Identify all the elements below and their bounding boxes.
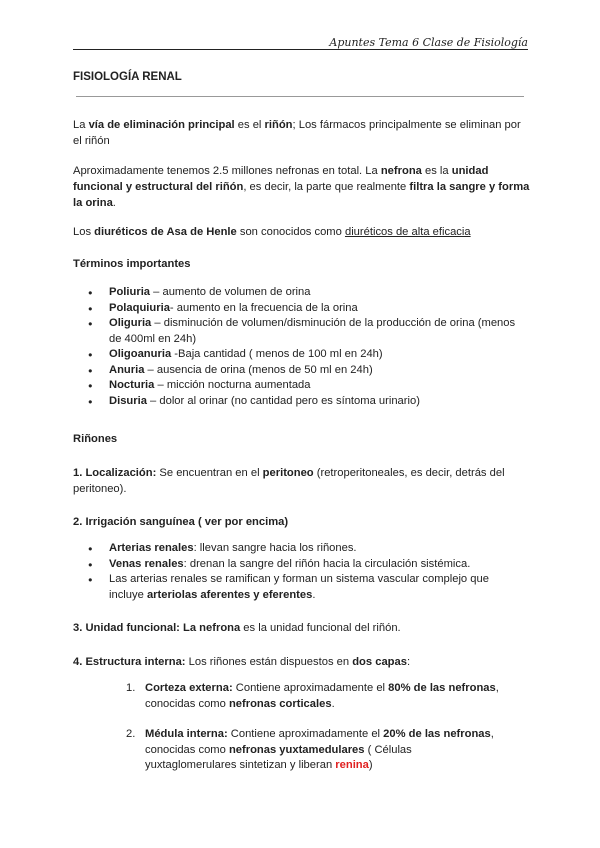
irrigation-heading: 2. Irrigación sanguínea ( ver por encima) (73, 516, 289, 528)
list-item: ● Disuria – dolor al orinar (no cantidad pero es síntoma urinario) (88, 394, 518, 410)
list-item: ● Polaquiuria- aumento en la frecuencia de la orina (88, 301, 518, 317)
list-item: ● Venas renales: drenan la sangre del riñón hacia la circulación sistémica. (88, 557, 518, 573)
title-divider (76, 96, 524, 97)
list-item: ● Arterias renales: llevan sangre hacia los riñones. (88, 541, 518, 557)
page-title: FISIOLOGÍA RENAL (73, 71, 182, 83)
structure-list (126, 681, 506, 712)
list-item: 1. Corteza externa: Contiene aproximadamente el 80% de las nefronas, conocidas como nefronas corticales. (126, 682, 499, 710)
terms-heading: Términos importantes (73, 258, 191, 270)
terms-list (88, 285, 518, 409)
list-item: ● Poliuria – aumento de volumen de orina (88, 285, 518, 301)
header-divider (73, 49, 528, 50)
renina-highlight: renina (335, 759, 369, 771)
intro-paragraph-2: Aproximadamente tenemos 2.5 millones nefronas en total. La nefrona es la unidad funcional y estructural del riñón, es decir, la parte que realmente filtra la sangre y forma la orina. (73, 165, 530, 209)
kidneys-heading: Riñones (73, 433, 118, 445)
localization-paragraph: 1. Localización: Se encuentran en el peritoneo (retroperitoneales, es decir, detrás del peritoneo). (73, 467, 505, 495)
functional-unit-paragraph: 3. Unidad funcional: La nefrona es la unidad funcional del riñón. (73, 622, 401, 634)
list-item: ● Oliguria – disminución de volumen/disminución de la producción de orina (menos de 400ml en 24h) (88, 316, 518, 347)
list-item: ● Anuria – ausencia de orina (menos de 50 ml en 24h) (88, 363, 518, 379)
intro-paragraph-1: La vía de eliminación principal es el riñón; Los fármacos principalmente se eliminan por el riñón (73, 119, 521, 147)
structure-list-2 (126, 727, 506, 774)
intro-paragraph-3: Los diuréticos de Asa de Henle son conocidos como diuréticos de alta eficacia (73, 226, 471, 238)
list-item: 2. Médula interna: Contiene aproximadamente el 20% de las nefronas, conocidas como nefronas yuxtamedulares ( Células yuxtaglomerulares sintetizan y liberan renina) (126, 728, 494, 771)
internal-structure-paragraph: 4. Estructura interna: Los riñones están dispuestos en dos capas: (73, 656, 411, 668)
list-item: ● Las arterias renales se ramifican y forman un sistema vascular complejo que incluye arteriolas aferentes y eferentes. (88, 572, 518, 603)
list-item: ● Oligoanuria -Baja cantidad ( menos de 100 ml en 24h) (88, 347, 518, 363)
irrigation-list (88, 541, 518, 603)
header-title: Apuntes Tema 6 Clase de Fisiología (329, 36, 528, 49)
list-item: ● Nocturia – micción nocturna aumentada (88, 378, 518, 394)
